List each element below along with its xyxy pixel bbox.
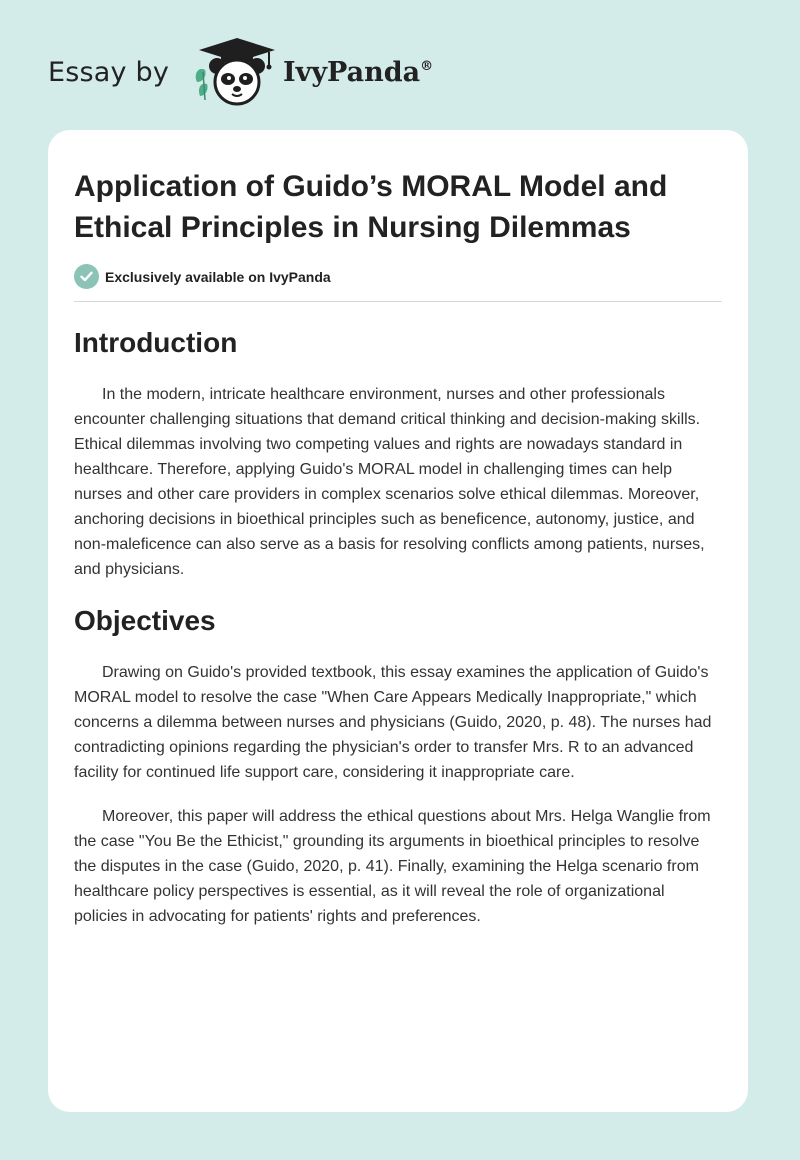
- exclusive-label: Exclusively available on IvyPanda: [105, 268, 331, 285]
- paragraph-introduction: In the modern, intricate healthcare environment, nurses and other professionals encounter challenging situations that demand critical thinking and decision-making skills. Ethical dilemmas involving two competing values and rights are nowadays standard in healthcare. Therefore, applying Guido's MORAL model in challenging times can help nurses and other care providers in complex scenarios solve ethical dilemmas. Moreover, anchoring decisions in bioethical principles such as beneficence, autonomy, justice, and non-maleficence can also serve as a basis for resolving conflicts among patients, nurses, and physicians.: [74, 386, 705, 578]
- check-icon: [74, 264, 99, 289]
- essay-by-label: Essay by: [48, 56, 170, 88]
- site-header: [48, 36, 433, 108]
- title-divider: [74, 301, 722, 302]
- panda-graduate-icon: [187, 36, 279, 108]
- paragraph-objectives-2: Moreover, this paper will address the ethical questions about Mrs. Helga Wanglie from the case "You Be the Ethicist," grounding its arguments in bioethical principles to resolve the disputes in the case (Guido, 2020, p. 41). Finally, examining the Helga scenario from healthcare policy perspectives is essential, as it will reveal the role of organizational policies in advocating for patients' rights and preferences.: [74, 808, 711, 925]
- essay-card: [48, 130, 748, 1112]
- brand-name: IvyPanda®: [283, 56, 434, 88]
- essay-title: Application of Guido’s MORAL Model and Ethical Principles in Nursing Dilemmas: [74, 170, 668, 244]
- section-heading-objectives: Objectives: [74, 605, 216, 636]
- paragraph-objectives-1: Drawing on Guido's provided textbook, this essay examines the application of Guido's MORAL model to resolve the case "When Care Appears Medically Inappropriate," which concerns a dilemma between nurses and physicians (Guido, 2020, p. 48). The nurses had contradicting opinions regarding the physician's order to transfer Mrs. R to an advanced facility for continued life support care, considering it inappropriate care.: [74, 664, 712, 781]
- exclusive-badge: [74, 264, 722, 289]
- section-heading-introduction: Introduction: [74, 327, 238, 358]
